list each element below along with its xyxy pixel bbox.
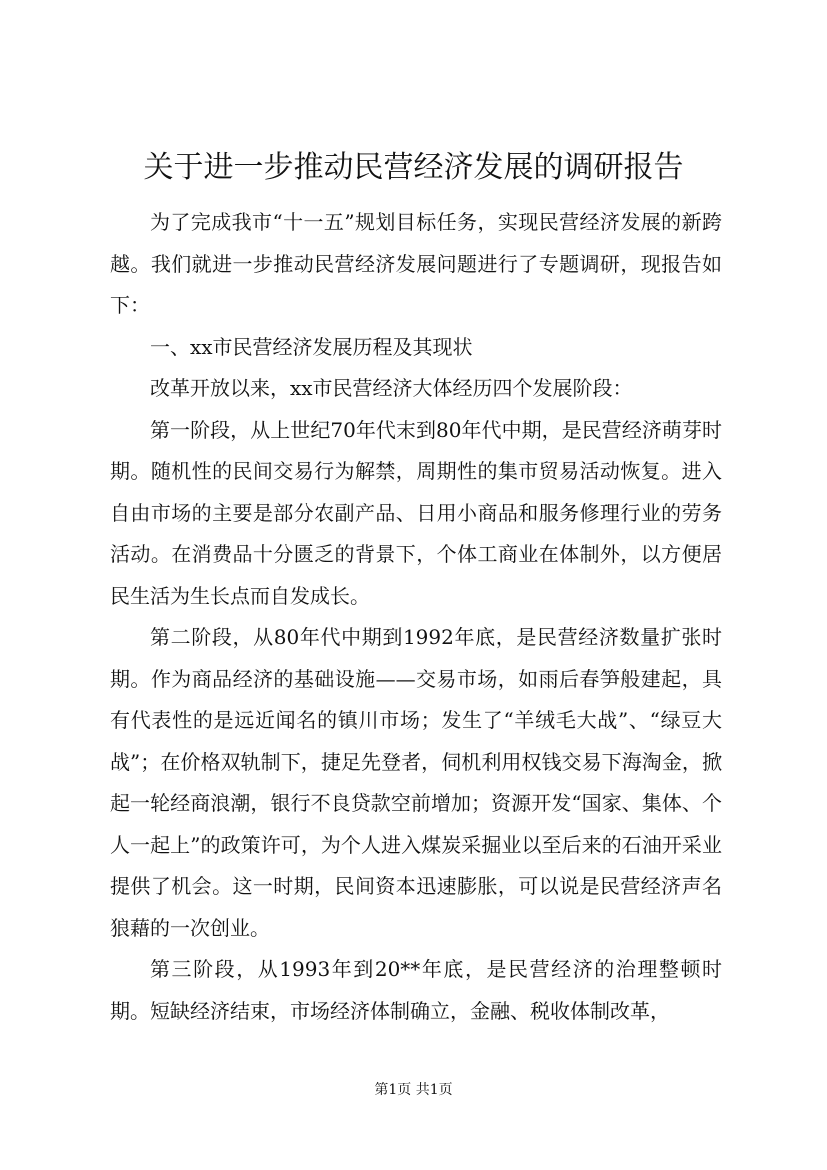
intro-paragraph: 为了完成我市“十一五”规划目标任务，实现民营经济发展的新跨越。我们就进一步推动民营经济发展问题进行了专题调研，现报告如下： bbox=[110, 210, 722, 317]
section-heading: 一、xx市民营经济发展历程及其现状 bbox=[150, 334, 473, 359]
stage-one-paragraph: 第一阶段，从上世纪70年代末到80年代中期，是民营经济萌芽时期。随机性的民间交易行为解禁，周期性的集市贸易活动恢复。进入自由市场的主要是部分农副产品、日用小商品和服务修理行业的劳务活动。在消费品十分匮乏的背景下，个体工商业在体制外，以方便居民生活为生长点而自发成长。 bbox=[110, 417, 722, 608]
stage-three-paragraph: 第三阶段，从1993年到20**年底，是民营经济的治理整顿时期。短缺经济结束，市场经济体制确立，金融、税收体制改革， bbox=[110, 957, 722, 1023]
page-footer: 第1页 共1页 bbox=[374, 1082, 453, 1098]
document-body bbox=[110, 202, 722, 1032]
stage-two-paragraph: 第二阶段，从80年代中期到1992年底，是民营经济数量扩张时期。作为商品经济的基础设施——交易市场，如雨后春笋般建起，具有代表性的是远近闻名的镇川市场；发生了“羊绒毛大战”、“绿豆大战”；在价格双轨制下，捷足先登者，伺机利用权钱交易下海淘金，掀起一轮经商浪潮，银行不良贷款空前增加；资源开发“国家、集体、个人一起上”的政策许可，为个人进入煤炭采掘业以至后来的石油开采业提供了机会。这一时期，民间资本迅速膨胀，可以说是民营经济声名狼藉的一次创业。 bbox=[110, 625, 722, 940]
document-title: 关于进一步推动民营经济发展的调研报告 bbox=[143, 150, 684, 185]
stages-intro-paragraph: 改革开放以来，xx市民营经济大体经历四个发展阶段： bbox=[150, 376, 633, 400]
